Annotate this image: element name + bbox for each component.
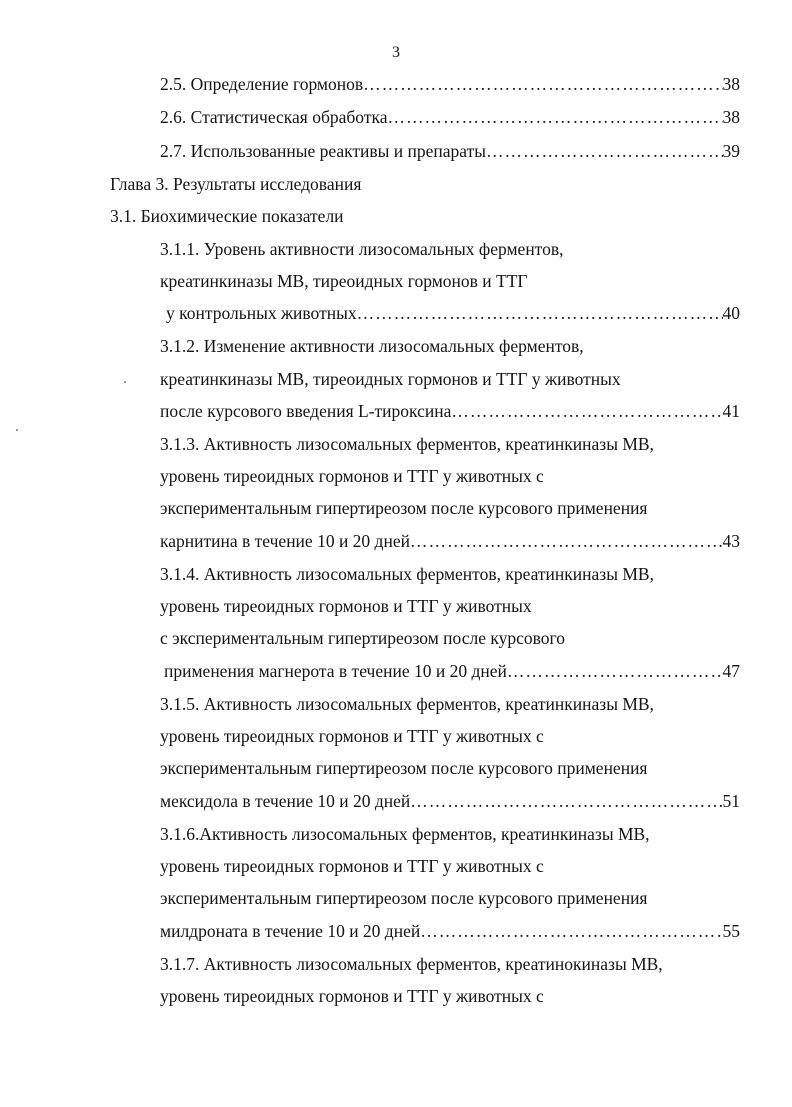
toc-entry-text: после курсового введения L-тироксина — [160, 401, 452, 421]
toc-page-number: 41 — [722, 401, 740, 421]
toc-page-number: 38 — [722, 107, 740, 127]
toc-entry-3-1-2-line1: 3.1.2. Изменение активности лизосомальных ферментов, — [160, 336, 584, 356]
toc-chapter-3: Глава 3. Результаты исследования — [110, 174, 362, 194]
toc-page-number: 47 — [722, 661, 740, 681]
toc-entry-3-1-4-line2: уровень тиреоидных гормонов и ТТГ у животных — [160, 596, 532, 616]
toc-entry-3-1-3-line2: уровень тиреоидных гормонов и ТТГ у животных с — [160, 466, 544, 486]
toc-entry-3-1-4-line1: 3.1.4. Активность лизосомальных ферментов, креатинкиназы МВ, — [160, 564, 654, 584]
toc-entry-3-1-2-line3 — [160, 400, 740, 422]
toc-page-number: 38 — [722, 74, 740, 94]
toc-page-number: 55 — [722, 921, 740, 941]
toc-entry-text: 2.5. Определение гормонов — [160, 74, 364, 94]
scan-speck — [16, 429, 18, 431]
toc-entry-text: применения магнерота в течение 10 и 20 дней — [164, 661, 507, 681]
leader-dots — [357, 302, 723, 324]
toc-entry-3-1-7-line2: уровень тиреоидных гормонов и ТТГ у животных с — [160, 986, 544, 1006]
toc-entry-3-1-5-line4 — [160, 790, 740, 812]
toc-entry-text: милдроната в течение 10 и 20 дней — [160, 921, 421, 941]
toc-entry-3-1-5-line3: экспериментальным гипертиреозом после курсового применения — [160, 758, 648, 778]
toc-entry-2-5 — [160, 73, 740, 95]
leader-dots — [486, 140, 722, 162]
toc-entry-text: карнитина в течение 10 и 20 дней — [160, 531, 410, 551]
toc-page-number: 40 — [722, 303, 740, 323]
leader-dots — [410, 530, 723, 552]
toc-entry-text: 2.7. Использованные реактивы и препараты — [160, 141, 487, 161]
toc-entry-2-7 — [160, 140, 740, 162]
toc-entry-3-1-5-line1: 3.1.5. Активность лизосомальных ферментов, креатинкиназы МВ, — [160, 694, 654, 714]
scan-speck — [124, 381, 126, 383]
toc-entry-3-1-4-line3: с экспериментальным гипертиреозом после курсового — [160, 628, 566, 648]
leader-dots — [387, 106, 722, 128]
toc-entry-text: у контрольных животных — [166, 303, 357, 323]
toc-entry-3-1-4-line4 — [164, 660, 740, 682]
toc-entry-3-1-3-line3: экспериментальным гипертиреозом после курсового применения — [160, 498, 648, 518]
toc-entry-3-1-7-line1: 3.1.7. Активность лизосомальных ферментов, креатинокиназы МВ, — [160, 954, 663, 974]
toc-entry-3-1-2-line2: креатинкиназы МВ, тиреоидных гормонов и ТТГ у животных — [160, 369, 621, 389]
toc-entry-3-1-6-line3: экспериментальным гипертиреозом после курсового применения — [160, 888, 648, 908]
toc-entry-3-1-6-line1: 3.1.6.Активность лизосомальных ферментов, креатинкиназы МВ, — [160, 824, 650, 844]
leader-dots — [451, 400, 722, 422]
toc-entry-3-1-1-line1: 3.1.1. Уровень активности лизосомальных ферментов, — [160, 239, 564, 259]
toc-entry-3-1-6-line4 — [160, 920, 740, 942]
toc-section-3-1: 3.1. Биохимические показатели — [110, 206, 344, 226]
leader-dots — [363, 73, 722, 95]
leader-dots — [507, 660, 723, 682]
toc-page-number: 43 — [722, 531, 740, 551]
toc-entry-text: 2.6. Статистическая обработка — [160, 107, 388, 127]
toc-entry-3-1-1-line3 — [166, 302, 740, 324]
toc-entry-3-1-3-line1: 3.1.3. Активность лизосомальных ферментов, креатинкиназы МВ, — [160, 434, 654, 454]
leader-dots — [410, 790, 722, 812]
toc-entry-3-1-1-line2: креатинкиназы МВ, тиреоидных гормонов и ТТГ — [160, 271, 528, 291]
toc-entry-3-1-5-line2: уровень тиреоидных гормонов и ТТГ у животных с — [160, 726, 544, 746]
toc-entry-text: мексидола в течение 10 и 20 дней — [160, 791, 411, 811]
toc-entry-3-1-3-line4 — [160, 530, 740, 552]
leader-dots — [420, 920, 722, 942]
toc-entry-3-1-6-line2: уровень тиреоидных гормонов и ТТГ у животных с — [160, 856, 544, 876]
toc-page-number: 39 — [722, 141, 740, 161]
page-number: 3 — [392, 44, 400, 61]
toc-entry-2-6 — [160, 106, 740, 128]
toc-page-number: 51 — [722, 791, 740, 811]
